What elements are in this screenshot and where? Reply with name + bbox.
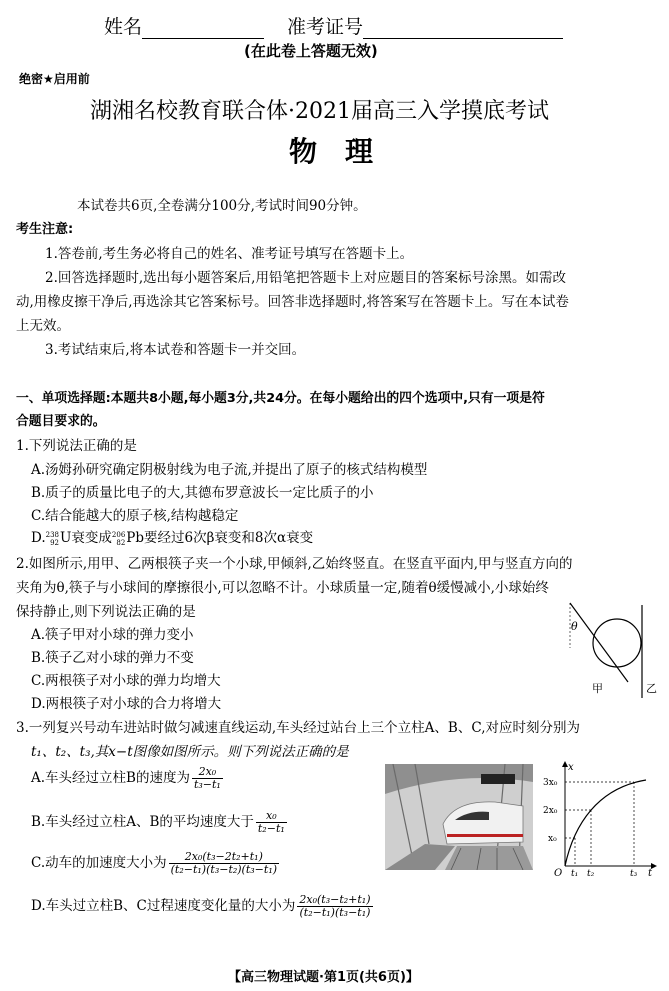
q2-option-a: A.筷子甲对小球的弹力变小 xyxy=(31,627,194,643)
intro-text: 本试卷共6页,全卷满分100分,考试时间90分钟。 xyxy=(77,198,367,214)
t-tick-t3: t₃ xyxy=(630,869,638,878)
y-tick-3x0: 3x₀ xyxy=(543,778,558,788)
q2-option-b: B.筷子乙对小球的弹力不变 xyxy=(31,650,194,666)
q1-stem: 1.下列说法正确的是 xyxy=(16,438,137,454)
invalid-note: (在此卷上答题无效) xyxy=(244,42,378,60)
name-field-row xyxy=(104,12,264,39)
section-heading-cont: 合题目要求的。 xyxy=(16,414,106,429)
name-label: 姓名 xyxy=(104,16,143,38)
q3-option-b: B.车头经过立柱A、B的平均速度大于 $\frac{\text{x₀}}{\text{t₂−t₁}}$ xyxy=(31,809,285,835)
ball xyxy=(593,619,641,667)
t-tick-t2: t₂ xyxy=(587,869,595,878)
notice-title: 考生注意: xyxy=(16,222,74,237)
exam-no-label: 准考证号 xyxy=(287,16,364,38)
x-t-graph xyxy=(538,758,658,878)
y-tick-2x0: 2x₀ xyxy=(543,806,558,816)
secret-label: 绝密★启用前 xyxy=(19,72,90,86)
q3-option-a: A.车头经过立柱B的速度为 $\frac{\text{2x₀}}{\text{t₃−t₁}}$ xyxy=(31,765,221,791)
train-photo xyxy=(385,764,533,870)
uranium-isotope: 238 92 xyxy=(45,530,60,547)
t-tick-t1: t₁ xyxy=(571,869,579,878)
exam-title: 湖湘名校教育联合体·2021届高三入学摸底考试 xyxy=(90,99,549,124)
notice-item: 1.答卷前,考生务必将自己的姓名、准考证号填写在答题卡上。 xyxy=(45,246,414,262)
q1-option-c: C.结合能越大的原子核,结构越稳定 xyxy=(31,508,239,524)
subject-title: 物 理 xyxy=(289,135,374,168)
jia-label: 甲 xyxy=(592,682,603,695)
notice-item: 3.考试结束后,将本试卷和答题卡一并交回。 xyxy=(45,342,306,358)
q1-option-b: B.质子的质量比电子的大,其德布罗意波长一定比质子的小 xyxy=(31,485,374,501)
yi-label: 乙 xyxy=(646,682,657,695)
q2-stem-line3: 保持静止,则下列说法正确的是 xyxy=(16,604,196,620)
notice-item: 上无效。 xyxy=(16,318,70,334)
exam-no-row xyxy=(287,12,563,39)
q2-option-c: C.两根筷子对小球的弹力均增大 xyxy=(31,673,221,689)
chopstick-jia xyxy=(570,603,628,682)
t-axis-label: t xyxy=(648,868,653,878)
q3-option-c: C.动车的加速度大小为 $\frac{\text{2x₀(t₃−2t₂+t₁)}}{\text{(t₂−t₁)(t₃−t₂)(t₃−t₁)}}$ xyxy=(31,850,278,876)
theta-label: θ xyxy=(571,620,578,633)
x-axis-label: x xyxy=(568,762,574,773)
section-heading: 一、单项选择题:本题共8小题,每小题3分,共24分。在每小题给出的四个选项中,只有一项是符 xyxy=(16,391,545,406)
q2-stem-line2: 夹角为θ,筷子与小球间的摩擦很小,可以忽略不计。小球质量一定,随着θ缓慢减小,小球始终 xyxy=(16,580,549,596)
notice-item: 动,用橡皮擦干净后,再选涂其它答案标号。回答非选择题时,将答案写在答题卡上。写在本试卷 xyxy=(16,294,569,310)
notice-item: 2.回答选择题时,选出每小题答案后,用铅笔把答题卡上对应题目的答案标号涂黑。如需改 xyxy=(45,270,566,286)
origin-label: O xyxy=(554,868,563,878)
q3-a-fraction: $\frac{\text{2x₀}}{\text{t₃−t₁}}$ xyxy=(193,765,221,791)
q3-b-fraction: $\frac{\text{x₀}}{\text{t₂−t₁}}$ xyxy=(257,809,285,835)
name-blank xyxy=(142,23,264,39)
q2-option-d: D.两根筷子对小球的合力将增大 xyxy=(31,696,222,712)
q3-d-fraction: $\frac{\text{2x₀(t₃−t₂+t₁)}}{\text{(t₂−t₁)(t₃−t₁)}}$ xyxy=(299,893,371,919)
q3-c-fraction: $\frac{\text{2x₀(t₃−2t₂+t₁)}}{\text{(t₂−t₁)(t₃−t₂)(t₃−t₁)}}$ xyxy=(170,850,278,876)
y-tick-x0: x₀ xyxy=(548,834,557,844)
q3-stem-line1: 3.一列复兴号动车进站时做匀减速直线运动,车头经过站台上三个立柱A、B、C,对应时刻分别为 xyxy=(16,720,580,736)
exam-no-blank xyxy=(363,23,563,39)
q3-stem-line2: t₁、t₂、t₃,其x−t图像如图所示。则下列说法正确的是 xyxy=(31,744,349,760)
q2-stem-line1: 2.如图所示,用甲、乙两根筷子夹一个小球,甲倾斜,乙始终竖直。在竖直平面内,甲与竖直方向的 xyxy=(16,556,573,572)
q1-option-d: D. 238 92 U衰变成 206 82 Pb要经过6次β衰变和8次α衰变 xyxy=(31,530,314,547)
lead-isotope: 206 82 xyxy=(111,530,126,547)
chopsticks-figure xyxy=(560,600,660,700)
page-footer: 【高三物理试题·第1页(共6页)】 xyxy=(228,970,419,985)
q3-option-d: D.车头过立柱B、C过程速度变化量的大小为 $\frac{\text{2x₀(t₃−t₂+t₁)}}{\text{(t₂−t₁)(t₃−t₁)}}$ xyxy=(31,893,371,919)
q1-option-a: A.汤姆孙研究确定阴极射线为电子流,并提出了原子的核式结构模型 xyxy=(31,462,428,478)
